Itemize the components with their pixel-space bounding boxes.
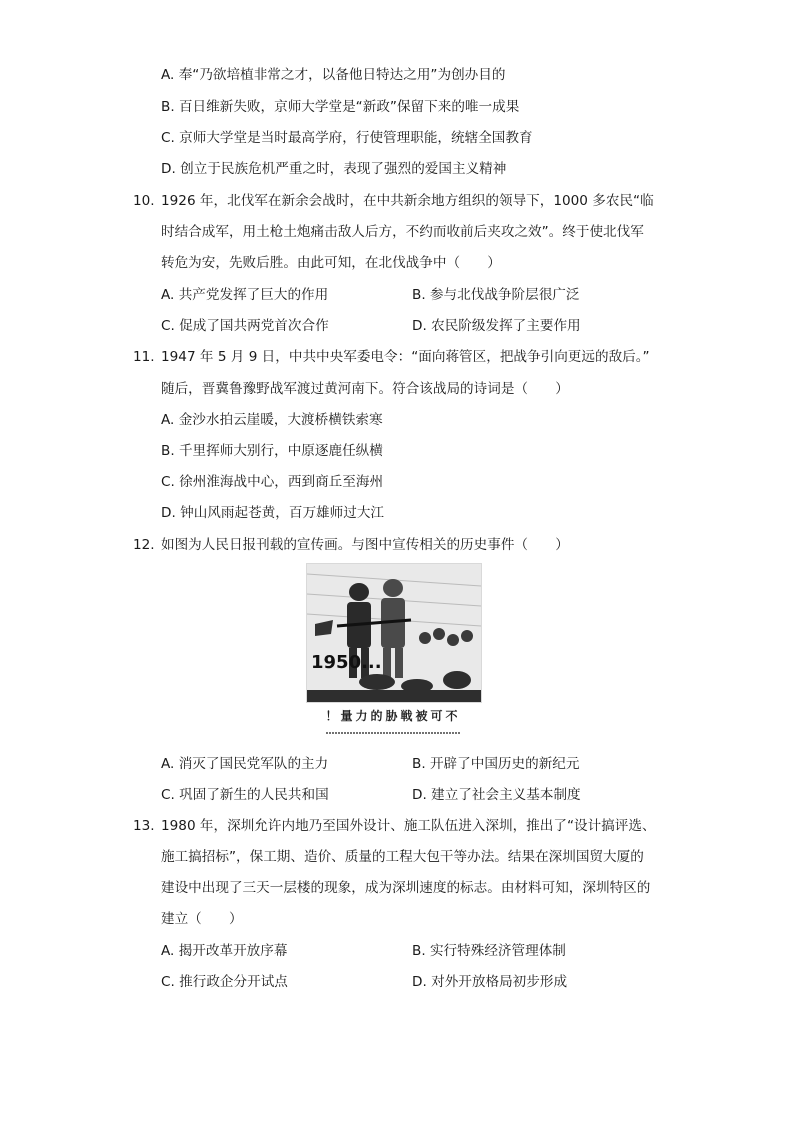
q10-stem-line: 转危为安，先败后胜。由此可知，在北伐战争中（ ）: [161, 255, 501, 271]
q12-option-a: A. 消灭了国民党军队的主力: [161, 756, 329, 772]
q13-stem-line: 建立（ ）: [161, 911, 243, 927]
q10-stem-line: 时结合成军，用土枪土炮痛击敌人后方，不约而收前后夹攻之效”。终于使北伐军: [161, 224, 644, 240]
q11-option-a: A. 金沙水拍云崖暖，大渡桥横铁索寒: [161, 412, 383, 428]
q10-option-d: D. 农民阶级发挥了主要作用: [412, 318, 581, 334]
q13-stem-line: 1980 年，深圳允许内地乃至国外设计、施工队伍进入深圳，推出了“设计搞评选、: [161, 818, 656, 834]
q12-option-d: D. 建立了社会主义基本制度: [412, 787, 581, 803]
q13-stem-line: 施工搞招标”，保工期、造价、质量的工程大包干等办法。结果在深圳国贸大厦的: [161, 849, 644, 865]
q10-option-c: C. 促成了国共两党首次合作: [161, 318, 329, 334]
q12-number: 12.: [133, 537, 155, 553]
propaganda-poster-image: [306, 563, 482, 703]
q10-option-b: B. 参与北伐战争阶层很广泛: [412, 287, 580, 303]
q12-option-c: C. 巩固了新生的人民共和国: [161, 787, 329, 803]
q10-number: 10.: [133, 193, 155, 209]
q11-stem-line: 1947 年 5 月 9 日，中共中央军委电令：“面向蒋管区，把战争引向更远的敌后。”: [161, 349, 650, 365]
q12-stem-line: 如图为人民日报刊载的宣传画。与图中宣传相关的历史事件（ ）: [161, 537, 569, 553]
q13-option-a: A. 揭开改革开放序幕: [161, 943, 288, 959]
q9-option-b: B. 百日维新失败，京师大学堂是“新政”保留下来的唯一成果: [161, 99, 520, 115]
q11-stem-line: 随后，晋冀鲁豫野战军渡过黄河南下。符合该战局的诗词是（ ）: [161, 381, 569, 397]
poster-caption: ！量力的胁戦被可不: [325, 709, 461, 723]
q9-option-a: A. 奉“乃欲培植非常之才，以备他日特达之用”为创办目的: [161, 67, 506, 83]
poster-year-text: 1950...: [311, 652, 382, 673]
q10-option-a: A. 共产党发挥了巨大的作用: [161, 287, 329, 303]
poster-subcaption-marks: [326, 731, 460, 735]
q12-option-b: B. 开辟了中国历史的新纪元: [412, 756, 580, 772]
q13-option-d: D. 对外开放格局初步形成: [412, 974, 568, 990]
q11-option-d: D. 钟山风雨起苍黄，百万雄师过大江: [161, 505, 385, 521]
q13-option-c: C. 推行政企分开试点: [161, 974, 288, 990]
q11-option-c: C. 徐州淮海战中心，西到商丘至海州: [161, 474, 384, 490]
q9-option-d: D. 创立于民族危机严重之时，表现了强烈的爱国主义精神: [161, 161, 507, 177]
q11-option-b: B. 千里挥师大别行，中原逐鹿任纵横: [161, 443, 383, 459]
q13-stem-line: 建设中出现了三天一层楼的现象，成为深圳速度的标志。由材料可知，深圳特区的: [161, 880, 651, 896]
q13-option-b: B. 实行特殊经济管理体制: [412, 943, 566, 959]
q13-number: 13.: [133, 818, 155, 834]
q9-option-c: C. 京师大学堂是当时最高学府，行使管理职能，统辖全国教育: [161, 130, 533, 146]
q10-stem-line: 1926 年，北伐军在新余会战时，在中共新余地方组织的领导下，1000 多农民“临: [161, 193, 654, 209]
poster-illustration: [307, 564, 481, 702]
q11-number: 11.: [133, 349, 155, 365]
